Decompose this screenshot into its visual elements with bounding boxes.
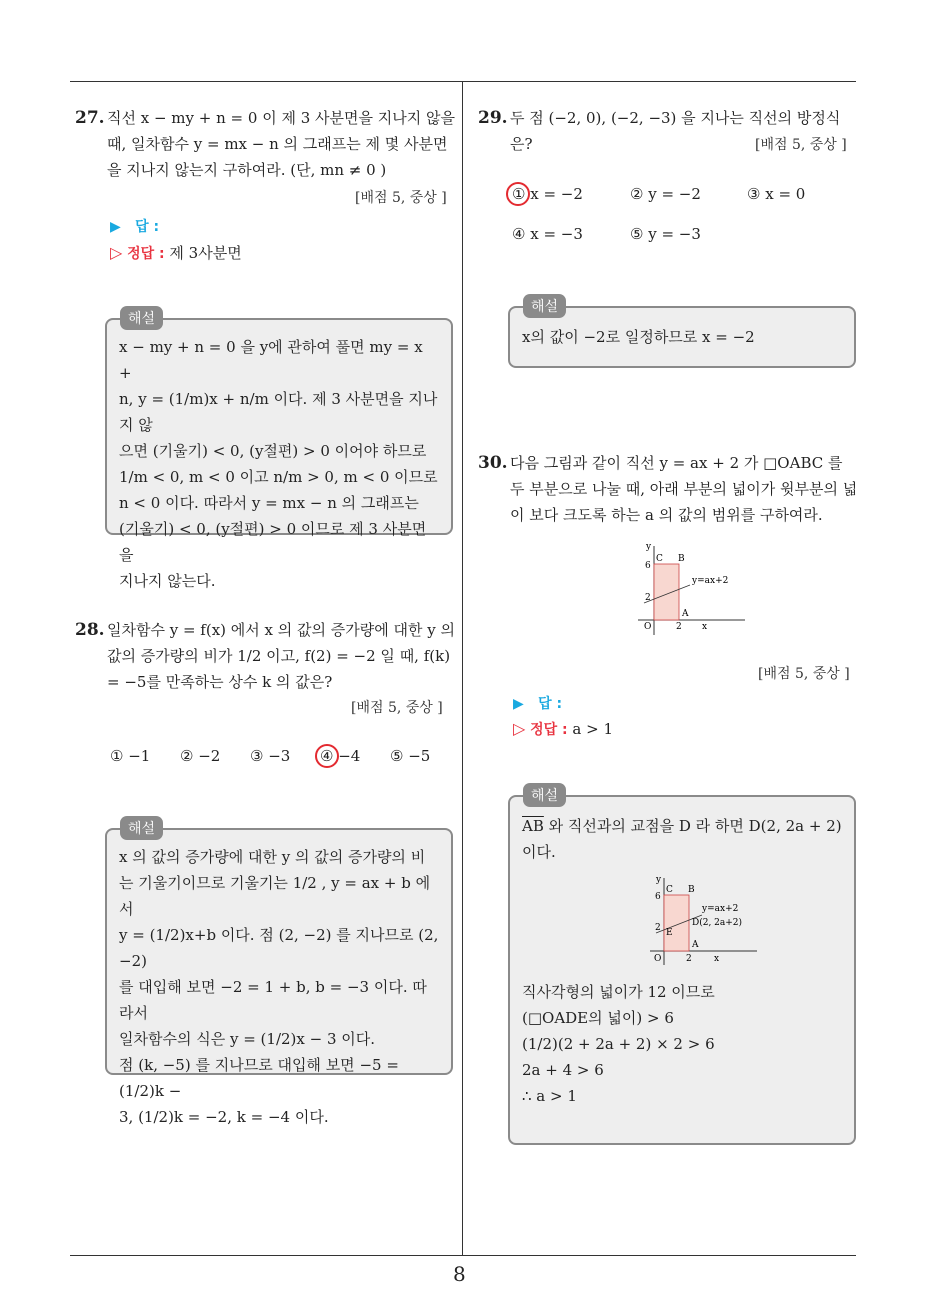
explanation-box xyxy=(105,318,453,590)
top-rule xyxy=(70,81,856,82)
correct-label: 정답 : xyxy=(127,246,165,262)
line-label: y=ax+2 xyxy=(692,576,729,586)
question-number: 29. xyxy=(478,108,508,128)
choice-5[interactable]: ⑤ −5 xyxy=(390,747,431,765)
y-axis-label: y xyxy=(656,875,662,885)
figure-rectangle-line-d xyxy=(642,873,762,973)
explanation-tag: 해설 xyxy=(120,306,163,330)
explanation-line: x 의 값의 증가량에 대한 y 의 값의 증가량의 비 xyxy=(119,848,426,866)
explanation-line xyxy=(522,813,842,839)
explanation-line: 일차함수의 식은 y = (1/2)x − 3 이다. xyxy=(119,1030,376,1048)
rectangle-oabc xyxy=(664,895,689,951)
explanation-line: 2a + 4 > 6 xyxy=(522,1061,604,1079)
column-divider xyxy=(462,81,463,1256)
choice-2[interactable]: ② y = −2 xyxy=(630,185,701,203)
selected-answer-circle xyxy=(315,744,339,768)
choice-1[interactable]: ① −1 xyxy=(110,747,151,765)
tick-2-y: 2 xyxy=(645,593,651,603)
question-text: 다음 그림과 같이 직선 y = ax + 2 가 □OABC 를 두 부분으로 나눌 때, 아래 부분의 넓이가 윗부분의 넓이 보다 크도록 하는 a 의 값의 범위를 구하여라. xyxy=(510,454,858,524)
choice-4[interactable]: ④ x = −3 xyxy=(512,225,583,243)
point-a: A xyxy=(692,940,699,950)
explanation-line: 지나지 않는다. xyxy=(119,572,216,590)
question-text: 두 점 (−2, 0), (−2, −3) 을 지나는 직선의 방정식은? xyxy=(510,109,841,153)
point-b: B xyxy=(678,554,685,564)
x-axis-label: x xyxy=(702,622,708,632)
explanation-line: ∴ a > 1 xyxy=(522,1087,577,1105)
question-meta: [배점 5, 중상 ] xyxy=(351,700,443,716)
tick-2-x: 2 xyxy=(676,622,682,632)
question-number: 30. xyxy=(478,453,508,473)
explanation-line: n < 0 이다. 따라서 y = mx − n 의 그래프는 xyxy=(119,494,419,512)
y-axis-label: y xyxy=(646,542,652,552)
explanation-line: 이다. xyxy=(522,843,556,861)
explanation-line: n, y = (1/m)x + n/m 이다. 제 3 사분면을 지나지 않 xyxy=(119,390,438,434)
correct-value: a > 1 xyxy=(572,720,613,738)
explanation-line: (□OADE의 넓이) > 6 xyxy=(522,1009,674,1027)
explanation-line: (1/2)(2 + 2a + 2) × 2 > 6 xyxy=(522,1035,715,1053)
explanation-line: 는 기울기이므로 기울기는 1/2 , y = ax + b 에서 xyxy=(119,874,431,918)
question-text: 일차함수 y = f(x) 에서 x 의 값의 증가량에 대한 y 의 값의 증가량의 비가 1/2 이고, f(2) = −2 일 때, f(k) = −5를 만족하는 상수 k 의 값은? xyxy=(107,621,455,691)
explanation-line: x − my + n = 0 을 y에 관하여 풀면 my = x + xyxy=(119,338,423,382)
explanation-line: 으면 (기울기) < 0, (y절편) > 0 이어야 하므로 xyxy=(119,442,427,460)
tick-6: 6 xyxy=(655,892,661,902)
explanation-line: y = (1/2)x+b 이다. 점 (2, −2) 를 지나므로 (2, −2) xyxy=(119,926,439,970)
explanation-line: 직사각형의 넓이가 12 이므로 xyxy=(522,983,715,1001)
question-30 xyxy=(478,450,860,528)
choice-3[interactable]: ③ x = 0 xyxy=(747,185,806,203)
triangle-outline-icon: ▷ xyxy=(110,243,123,262)
correct-answer-line xyxy=(513,719,613,739)
bottom-rule xyxy=(70,1255,856,1256)
triangle-outline-icon: ▷ xyxy=(513,719,526,738)
explanation-line: x의 값이 −2로 일정하므로 x = −2 xyxy=(522,328,755,346)
correct-value: 제 3사분면 xyxy=(169,244,242,262)
explanation-tag: 해설 xyxy=(120,816,163,840)
choice-4[interactable]: ④ −4 xyxy=(320,747,361,765)
tick-2-x: 2 xyxy=(686,954,692,964)
question-meta: [배점 5, 중상 ] xyxy=(755,137,847,153)
tick-6: 6 xyxy=(645,561,651,571)
tick-2-y: 2 xyxy=(655,923,661,933)
answer-label: 답 : xyxy=(135,219,160,235)
line-label: y=ax+2 xyxy=(702,904,739,914)
point-e: E xyxy=(666,928,673,938)
question-number: 27. xyxy=(75,108,105,128)
explanation-text: 와 직선과의 교점을 D 라 하면 D(2, 2a + 2) xyxy=(543,817,842,835)
explanation-line: (기울기) < 0, (y절편) > 0 이므로 제 3 사분면을 xyxy=(119,520,427,564)
choice-1[interactable]: ① x = −2 xyxy=(512,185,583,203)
explanation-tag: 해설 xyxy=(523,294,566,318)
question-text: 직선 x − my + n = 0 이 제 3 사분면을 지나지 않을 때, 일차함수 y = mx − n 의 그래프는 제 몇 사분면을 지나지 않는지 구하여라. (단, mn ≠ 0 ) xyxy=(107,109,455,179)
question-meta: [배점 5, 중상 ] xyxy=(355,190,447,206)
point-a: A xyxy=(682,609,689,619)
x-axis-label: x xyxy=(714,954,720,964)
question-number: 28. xyxy=(75,620,105,640)
choices xyxy=(110,747,455,773)
point-c: C xyxy=(656,554,663,564)
choice-2[interactable]: ② −2 xyxy=(180,747,221,765)
explanation-line: 3, (1/2)k = −2, k = −4 이다. xyxy=(119,1108,329,1126)
triangle-filled-icon: ▶ xyxy=(110,219,121,235)
overline-ab: $\overline{AB}$ xyxy=(522,817,544,835)
answer-line xyxy=(110,216,159,236)
question-27 xyxy=(75,105,457,183)
correct-answer-line xyxy=(110,242,242,263)
selected-answer-circle xyxy=(506,182,530,206)
choice-5[interactable]: ⑤ y = −3 xyxy=(630,225,701,243)
explanation-box xyxy=(508,795,856,1145)
correct-label: 정답 : xyxy=(530,722,568,738)
origin-o: O xyxy=(654,954,662,964)
triangle-filled-icon: ▶ xyxy=(513,696,524,712)
point-d: D(2, 2a+2) xyxy=(692,918,743,928)
explanation-line: 점 (k, −5) 를 지나므로 대입해 보면 −5 = (1/2)k − xyxy=(119,1056,399,1100)
choices xyxy=(512,185,852,255)
figure-rectangle-line xyxy=(630,540,750,640)
explanation-line: 1/m < 0, m < 0 이고 n/m > 0, m < 0 이므로 xyxy=(119,468,438,486)
origin-o: O xyxy=(644,622,652,632)
page-number: 8 xyxy=(453,1262,466,1286)
explanation-line: 를 대입해 보면 −2 = 1 + b, b = −3 이다. 따라서 xyxy=(119,978,427,1022)
explanation-tag: 해설 xyxy=(523,783,566,807)
question-28 xyxy=(75,617,457,695)
question-meta: [배점 5, 중상 ] xyxy=(758,666,850,682)
answer-line xyxy=(513,693,562,713)
point-b: B xyxy=(688,885,695,895)
choice-3[interactable]: ③ −3 xyxy=(250,747,291,765)
answer-label: 답 : xyxy=(538,696,563,712)
rectangle-oabc xyxy=(654,564,679,620)
explanation-box xyxy=(105,828,453,1126)
point-c: C xyxy=(666,885,673,895)
